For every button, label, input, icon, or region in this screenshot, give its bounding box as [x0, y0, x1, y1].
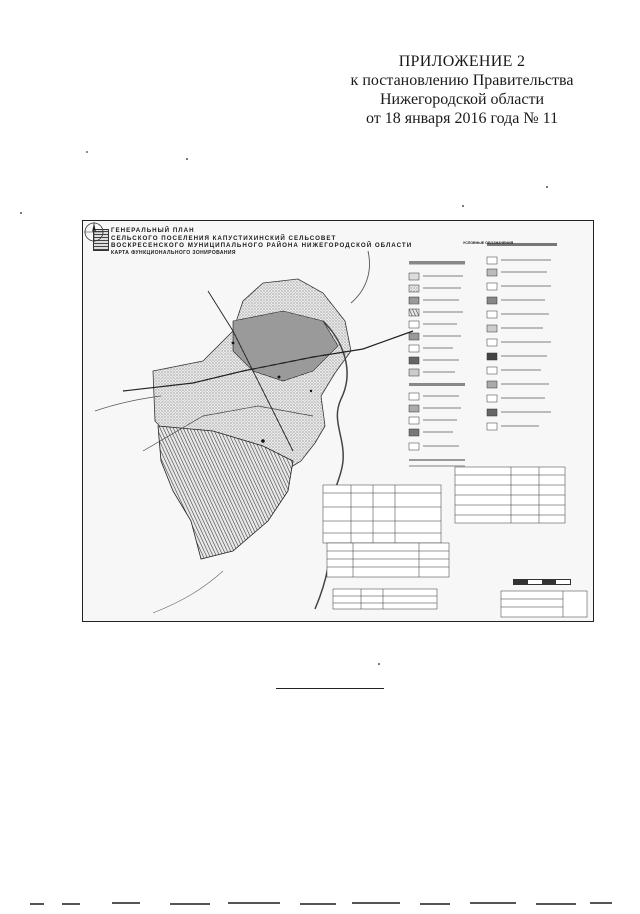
appendix-line-1: к постановлению Правительства	[350, 72, 574, 89]
scan-speck	[20, 212, 22, 214]
map-title-line-3: ВОСКРЕСЕНСКОГО МУНИЦИПАЛЬНОГО РАЙОНА НИЖЕГОРОДСКОЙ ОБЛАСТИ	[111, 242, 413, 249]
legend-heading: УСЛОВНЫЕ ОБОЗНАЧЕНИЯ	[463, 241, 514, 245]
appendix-title: ПРИЛОЖЕНИЕ 2	[398, 53, 526, 70]
map-title	[111, 227, 441, 250]
table-bottom	[333, 589, 437, 609]
table-main	[323, 485, 441, 543]
north-arrow-icon	[83, 221, 105, 243]
general-plan-map	[82, 220, 594, 622]
map-title-line-1: ГЕНЕРАЛЬНЫЙ ПЛАН	[111, 227, 195, 234]
scale-bar	[513, 579, 571, 585]
scan-speck	[86, 151, 88, 153]
table-middle	[327, 543, 449, 577]
scan-edge	[0, 896, 640, 905]
appendix-line-3: от 18 января 2016 года № 11	[365, 110, 559, 127]
appendix-line-2: Нижегородской области	[379, 91, 544, 108]
table-right	[455, 467, 565, 523]
scan-speck	[186, 158, 188, 160]
title-block	[501, 591, 587, 617]
map-title-line-2: СЕЛЬСКОГО ПОСЕЛЕНИЯ КАПУСТИХИНСКИЙ СЕЛЬСОВЕТ	[111, 234, 337, 242]
appendix-header	[332, 52, 592, 128]
scan-speck	[462, 205, 464, 207]
scan-speck	[546, 186, 548, 188]
map-graphic	[83, 221, 593, 621]
map-subtitle: КАРТА ФУНКЦИОНАЛЬНОГО ЗОНИРОВАНИЯ	[111, 250, 236, 256]
separator-rule	[276, 688, 384, 689]
scan-speck	[378, 663, 380, 665]
